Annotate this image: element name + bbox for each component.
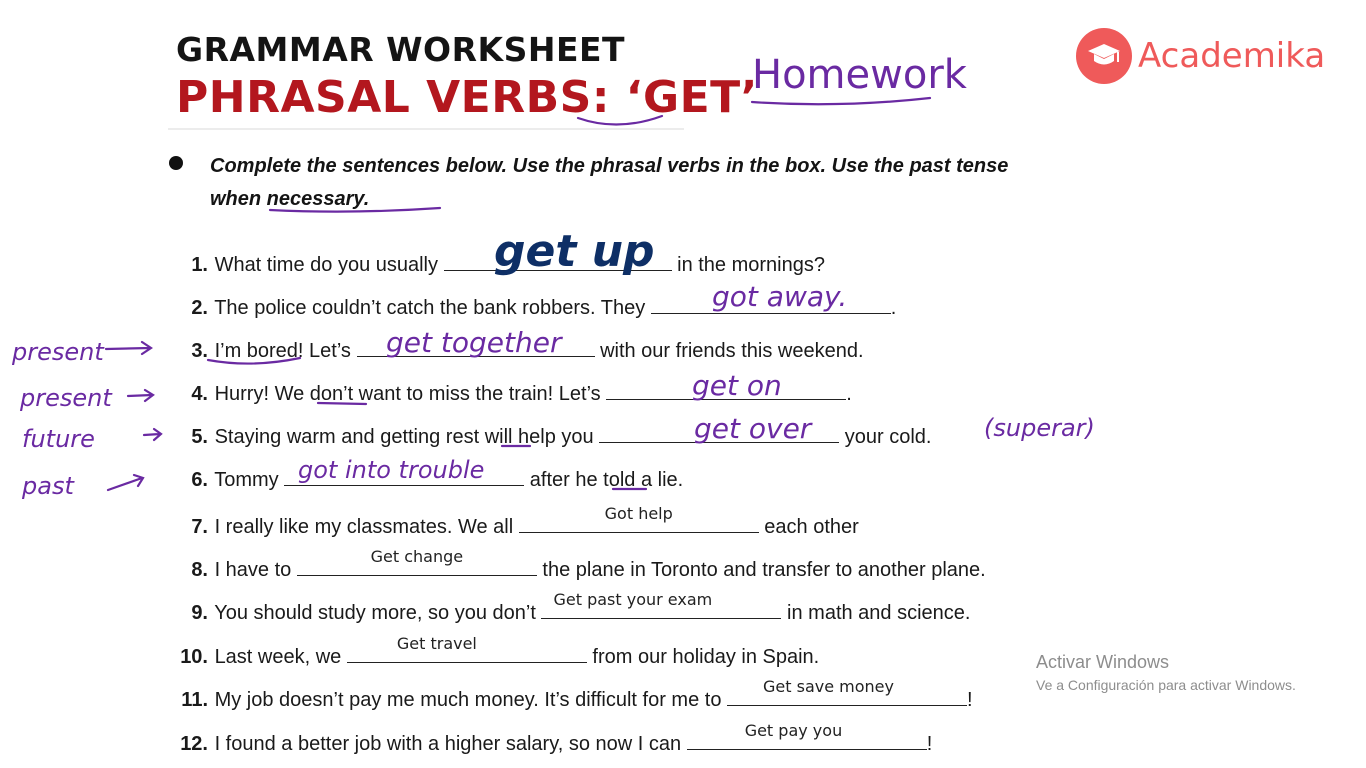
typed-answer: Get travel: [396, 634, 477, 653]
bullet-point: [169, 156, 183, 170]
question-text: I’m bored! Let’s: [214, 340, 351, 362]
margin-note-present-1: present: [12, 338, 104, 366]
handwritten-answer-4: get on: [692, 369, 782, 402]
question-text: I have to: [214, 559, 292, 581]
question-text: Staying warm and getting rest will help you: [214, 426, 594, 448]
question-text: I really like my classmates. We all: [214, 516, 514, 538]
logo-text: Academika: [1138, 36, 1326, 76]
question-11: 11. My job doesn’t pay me much money. It’s difficult for me to Get save money !: [181, 677, 973, 711]
underline-homework: [752, 98, 930, 104]
handwritten-answer-1: get up: [494, 226, 655, 277]
typed-answer: Got help: [604, 504, 673, 523]
handwritten-answer-5: get over: [694, 412, 812, 445]
handwritten-answer-2: got away.: [712, 280, 848, 313]
answer-blank[interactable]: [541, 590, 781, 619]
question-text: after he told a lie.: [529, 469, 684, 491]
question-text: with our friends this weekend.: [600, 340, 864, 362]
question-text: The police couldn’t catch the bank robbers. They: [214, 297, 646, 319]
margin-note-present-2: present: [20, 384, 112, 412]
typed-answer: Get pay you: [744, 721, 843, 740]
question-text: I found a better job with a higher salary, so now I can: [214, 733, 682, 755]
windows-watermark-subtitle: Ve a Configuración para activar Windows.: [1036, 677, 1296, 693]
answer-blank[interactable]: [727, 677, 967, 706]
question-7: 7. I really like my classmates. We all Got help each other: [191, 504, 859, 538]
side-note: (superar): [984, 414, 1095, 442]
arrow-icon: [144, 429, 161, 440]
question-text: !: [967, 689, 973, 711]
question-text: the plane in Toronto and transfer to another plane.: [542, 559, 986, 581]
windows-watermark-title: Activar Windows: [1036, 652, 1170, 672]
question-text: in math and science.: [787, 602, 971, 624]
question-text: .: [890, 297, 897, 319]
instructions-text: Complete the sentences below. Use the phrasal verbs in the box. Use the past tense when necessary.: [210, 155, 1009, 210]
typed-answer: Get past your exam: [553, 590, 713, 609]
question-text: from our holiday in Spain.: [592, 646, 820, 668]
question-text: Hurry! We don’t want to miss the train! Let’s: [214, 383, 601, 405]
question-3: 3. I’m bored! Let’s with our friends this weekend.: [160, 336, 1060, 366]
typed-answer: Get change: [370, 547, 464, 566]
question-4: 4. Hurry! We don’t want to miss the train! Let’s .: [160, 379, 1060, 409]
worksheet-subtitle: PHRASAL VERBS: ‘GET’: [176, 72, 758, 123]
question-text: .: [846, 383, 852, 405]
question-9: 9. You should study more, so you don’t Get past your exam in math and science.: [191, 590, 971, 624]
margin-note-past: past: [22, 472, 74, 500]
typed-answer: Get save money: [763, 677, 894, 696]
homework-note: Homework: [752, 52, 967, 98]
question-10: 10. Last week, we Get travel from our holiday in Spain.: [180, 634, 820, 668]
title-divider: [168, 128, 684, 130]
question-8: 8. I have to Get change the plane in Toronto and transfer to another plane.: [191, 547, 986, 581]
question-text: You should study more, so you don’t: [214, 602, 536, 624]
question-text: What time do you usually: [214, 254, 438, 276]
question-text: Last week, we: [214, 646, 342, 668]
question-text: My job doesn’t pay me much money. It’s difficult for me to: [214, 689, 722, 711]
arrow-icon: [106, 342, 151, 354]
question-text: each other: [764, 516, 859, 538]
worksheet-title: GRAMMAR WORKSHEET: [176, 30, 626, 69]
question-text: Tommy: [214, 469, 279, 491]
academika-logo: [1076, 28, 1325, 84]
answer-blank[interactable]: [687, 721, 927, 750]
question-text: your cold.: [844, 426, 932, 448]
question-text: !: [926, 733, 933, 755]
question-12: 12. I found a better job with a higher salary, so now I can Get pay you !: [180, 721, 933, 755]
graduation-cap-icon: [1076, 28, 1132, 84]
answer-blank[interactable]: [347, 634, 587, 663]
question-text: in the mornings?: [677, 254, 825, 276]
answer-blank[interactable]: [519, 504, 759, 533]
answer-blank[interactable]: [297, 547, 537, 576]
question-6: 6. Tommy after he told a lie.: [160, 465, 1060, 495]
question-2: 2. The police couldn’t catch the bank robbers. They .: [160, 293, 1060, 323]
handwritten-answer-6: got into trouble: [298, 456, 485, 484]
question-1: 1. What time do you usually in the mornings?: [160, 250, 1060, 280]
arrow-icon: [108, 475, 143, 490]
arrow-icon: [128, 390, 153, 401]
margin-note-future: future: [22, 425, 95, 453]
question-5: 5. Staying warm and getting rest will help you your cold.: [160, 422, 1060, 452]
handwritten-answer-3: get together: [386, 326, 562, 359]
